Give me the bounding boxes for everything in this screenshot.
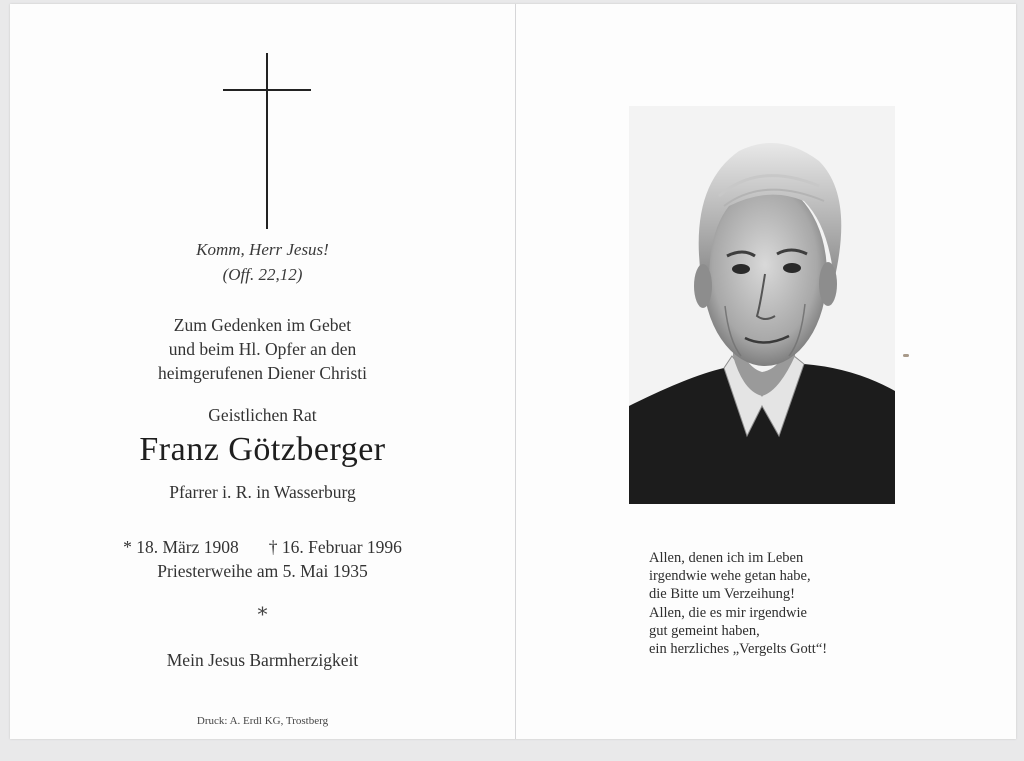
scripture-line: Komm, Herr Jesus! [196,240,329,259]
quote-line: Allen, denen ich im Leben [649,550,804,566]
cross-icon [223,53,313,229]
left-panel [10,4,515,739]
office-title: Pfarrer i. R. in Wasserburg [169,482,356,502]
fold-line [515,4,516,739]
scripture-verse [10,237,515,287]
printer-credit: Druck: A. Erdl KG, Trostberg [196,715,329,727]
intro-line: und beim Hl. Opfer an den [168,339,357,359]
quote-line: ein herzliches „Vergelts Gott“! [649,641,828,658]
farewell-quote [649,549,827,658]
intro-line: Zum Gedenken im Gebet [173,315,352,335]
portrait-illustration [629,106,895,504]
quote-line: Allen, die es mir irgendwie [649,604,807,621]
portrait-photo [629,106,895,504]
quote-line: irgendwie wehe getan habe, [649,568,811,585]
honorific-title: Geistlichen Rat [208,405,317,425]
deceased-name: Franz Götzberger [139,431,386,468]
quote-line: gut gemeint haben, [649,622,760,639]
asterisk-ornament: * [257,602,268,626]
ordination-date: Priesterweihe am 5. Mai 1935 [157,561,368,581]
paper-speck [903,354,909,357]
quote-line: die Bitte um Verzeihung! [649,586,795,603]
scripture-reference: (Off. 22,12) [222,265,303,284]
intro-line: heimgerufenen Diener Christi [158,363,367,383]
birth-date: * 18. März 1908 [123,537,239,557]
life-dates [10,535,515,583]
intro-text [10,313,515,385]
motto: Mein Jesus Barmherzigkeit [166,650,359,670]
death-date: † 16. Februar 1996 [268,537,402,557]
